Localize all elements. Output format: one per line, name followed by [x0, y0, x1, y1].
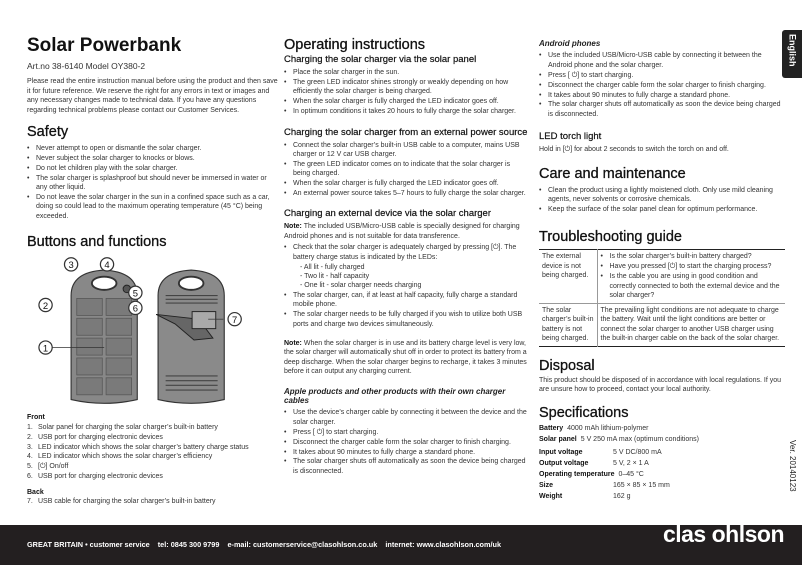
led-status: - Two lit - half capacity [300, 273, 370, 280]
solar-charging-heading: Charging the solar charger via the solar panel [284, 54, 477, 65]
list-item: • The solar charger, can, if at least at half capacity, fully charge a standard mobile phone. [284, 291, 529, 310]
list-item: • The solar charger shuts off automatically as soon the device being charged is disconnected. [284, 457, 529, 476]
solar-list [284, 68, 529, 117]
list-item: • Do not leave the solar charger in the sun in a confined space such as a car, doing so could lead to the maximum operating temperature (45 °C) being exceeded. [27, 193, 279, 221]
buttons-heading: Buttons and functions [27, 234, 167, 251]
list-item: • Is the cable you are using in good condition and correctly connected to both the external device and the solar charger? [601, 272, 783, 300]
problem-cell: The external device is not being charged. [539, 250, 597, 304]
middle-column [284, 34, 529, 477]
list-item: 3. LED indicator which shows the solar charger’s battery charge status [27, 443, 249, 451]
language-label: English [787, 34, 798, 67]
spec-row: Output voltage 5 V, 2 × 1 A [539, 460, 649, 468]
android-heading: Android phones [539, 39, 601, 48]
footer-tel: tel: 0845 300 9799 [157, 540, 220, 549]
android-list [539, 51, 785, 119]
footer-contact [27, 540, 507, 549]
list-item: • It takes about 90 minutes to fully charge a standard phone. [539, 91, 785, 100]
specs [539, 423, 785, 502]
device-list [284, 243, 529, 262]
list-item: • The green LED indicator shines strongly or weakly depending on how efficiently the solar charger is being charged. [284, 78, 529, 97]
device-charging-heading: Charging an external device via the solar charger [284, 208, 492, 220]
footer-internet: internet: www.clasohlson.com/uk [385, 540, 502, 549]
intro-text: Please read the entire instruction manual before using the product and then save it for future reference. We reserve the right for any errors in text or images and any necessary changes made to technical data. If you have any questions regarding technical problems please contact our Customer Services. [27, 78, 278, 114]
operating-heading: Operating instructions [284, 37, 426, 53]
list-item: • Use the included USB/Micro-USB cable by connecting it between the Android phone and the solar charger. [539, 51, 785, 70]
checks-cell [597, 250, 785, 304]
list-item: • The solar charger is splashproof but should never be immersed in water or any other liquid. [27, 174, 279, 193]
list-item: • When the solar charger is fully charged the LED indicator goes off. [284, 97, 529, 106]
list-item: • When the solar charger is fully charged the LED indicator goes off. [284, 179, 529, 188]
list-item: 4. LED indicator which shows the solar charger’s efficiency [27, 453, 213, 461]
callout-1: 1 [42, 343, 49, 355]
safety-heading: Safety [27, 124, 69, 141]
list-item: • Keep the surface of the solar panel clean for optimum performance. [539, 205, 785, 214]
led-status: - All lit - fully charged [300, 263, 365, 271]
footer-country: GREAT BRITAIN • customer service [27, 540, 150, 549]
callout-2: 2 [42, 301, 49, 313]
specs-heading: Specifications [539, 405, 629, 422]
list-item: 2. USB port for charging electronic devices [27, 433, 163, 441]
list-item: • Clean the product using a lightly moistened cloth. Only use mild cleaning agents, never solvents or corrosive chemicals. [539, 186, 785, 205]
list-item: 5. [⏻] On/off [27, 463, 69, 471]
problem-cell: The solar charger’s built-in battery is not being charged. [539, 303, 597, 346]
list-item: • The green LED indicator comes on to indicate that the solar charger is being charged. [284, 160, 529, 179]
apple-list [284, 408, 529, 476]
spec-row: Size 165 × 85 × 15 mm [539, 482, 670, 490]
callout-6: 6 [132, 303, 139, 315]
care-heading: Care and maintenance [539, 165, 686, 182]
safety-list [27, 144, 279, 221]
device-list-2 [284, 291, 529, 329]
list-item: • Is the solar charger’s built-in battery charged? [601, 252, 783, 261]
list-item: • The solar charger shuts off automatically as soon the device being charged is disconnected. [539, 100, 785, 119]
list-item: • Press [ ⏻] to start charging. [539, 71, 785, 80]
spec-row: Battery 4000 mAh lithium-polymer [539, 425, 649, 433]
version-label: Ver. 20140123 [788, 440, 797, 492]
callout-3: 3 [68, 260, 74, 272]
troubleshooting-table [539, 249, 785, 346]
list-item: • Disconnect the charger cable form the solar charger to finish charging. [539, 81, 785, 90]
list-item: • Disconnect the charger cable form the solar charger to finish charging. [284, 438, 529, 447]
disposal-heading: Disposal [539, 357, 595, 374]
troubleshooting-heading: Troubleshooting guide [539, 229, 682, 246]
table-row [539, 303, 785, 346]
callout-4: 4 [104, 260, 110, 272]
list-item: • An external power source takes 5–7 hours to fully charge the solar charger. [284, 189, 529, 198]
right-column [539, 34, 785, 502]
list-item: • Use the device’s charger cable by connecting it between the device and the solar charger. [284, 408, 529, 427]
article-number: Art.no 38-6140 Model OY380-2 [27, 61, 146, 71]
external-list [284, 141, 529, 199]
list-item: 6. USB port for charging electronic devices [27, 473, 163, 481]
list-item: • The solar charger needs to be fully charged if you wish to utilize both USB ports and charge two devices simultaneously. [284, 310, 529, 329]
brand-logo: clas ohlson [662, 521, 784, 547]
list-item: • It takes about 90 minutes to fully charge a standard phone. [284, 448, 529, 457]
list-item: • Press [ ⏻] to start charging. [284, 428, 529, 437]
note: Note: When the solar charger is in use and its battery charge level is very low, the solar charger will automatically shut off in order to protect its battery from a deep discharge. When the solar charger begins to recharge, it takes 3 minutes before it can output any charging current. [284, 339, 527, 376]
solution-cell: The prevailing light conditions are not adequate to charge the battery. Wait until the light conditions are better or connect the solar charger to another USB charger using the built-in charger cable on the back of the solar charger. [597, 303, 785, 346]
list-item: • Do not let children play with the solar charger. [27, 164, 279, 173]
left-column [27, 34, 279, 507]
spec-row: Operating temperature 0–45 °C [539, 471, 644, 479]
note: Note: The included USB/Micro-USB cable is specially designed for charging Android phones and is not suitable for data transference. [284, 223, 520, 240]
apple-heading: Apple products and other products with their own charger cables [284, 386, 506, 405]
led-status-list [284, 263, 529, 291]
torch-heading: LED torch light [539, 131, 602, 143]
list-item: • In optimum conditions it takes 20 hours to fully charge the solar charger. [284, 107, 529, 116]
back-label: Back [27, 488, 44, 496]
list-item: • Connect the solar charger’s built-in USB cable to a computer, mains USB charger or 12 V car USB charger. [284, 141, 529, 160]
torch-text: Hold in [⏻] for about 2 seconds to switch the torch on and off. [539, 146, 729, 154]
care-list [539, 186, 785, 215]
table-row [539, 250, 785, 304]
list-item: • Have you pressed [⏻] to start the charging process? [601, 262, 783, 271]
footer [0, 521, 802, 565]
list-item: • Place the solar charger in the sun. [284, 68, 529, 77]
spec-row: Weight 162 g [539, 493, 631, 501]
product-illustration [27, 253, 257, 409]
callout-7: 7 [232, 315, 238, 327]
callout-5: 5 [132, 288, 139, 300]
external-charging-heading: Charging the solar charger from an external power source [284, 126, 528, 138]
list-item: • Never subject the solar charger to knocks or blows. [27, 154, 279, 163]
front-label: Front [27, 414, 45, 422]
list-item: 1. Solar panel for charging the solar charger’s built-in battery [27, 423, 218, 431]
footer-email: e-mail: customerservice@clasohlson.co.uk [227, 540, 378, 549]
disposal-text: This product should be disposed of in accordance with local regulations. If you are unsure how to proceed, contact your local authority. [539, 376, 782, 393]
led-status: - One lit - solar charger needs charging [300, 282, 422, 290]
list-item: • Never attempt to open or dismantle the solar charger. [27, 144, 279, 153]
page-title: Solar Powerbank [27, 35, 182, 56]
list-item: • Check that the solar charger is adequately charged by pressing [⏻]. The battery charge status is indicated by the LEDs: [284, 243, 529, 262]
language-tab [782, 30, 802, 78]
front-list [27, 423, 279, 482]
list-item: 7. USB cable for charging the solar charger’s built-in battery [27, 498, 216, 506]
back-list [27, 497, 279, 506]
spec-row: Solar panel 5 V 250 mA max (optimum conditions) [539, 436, 700, 444]
spec-row: Input voltage 5 V DC/800 mA [539, 449, 662, 457]
